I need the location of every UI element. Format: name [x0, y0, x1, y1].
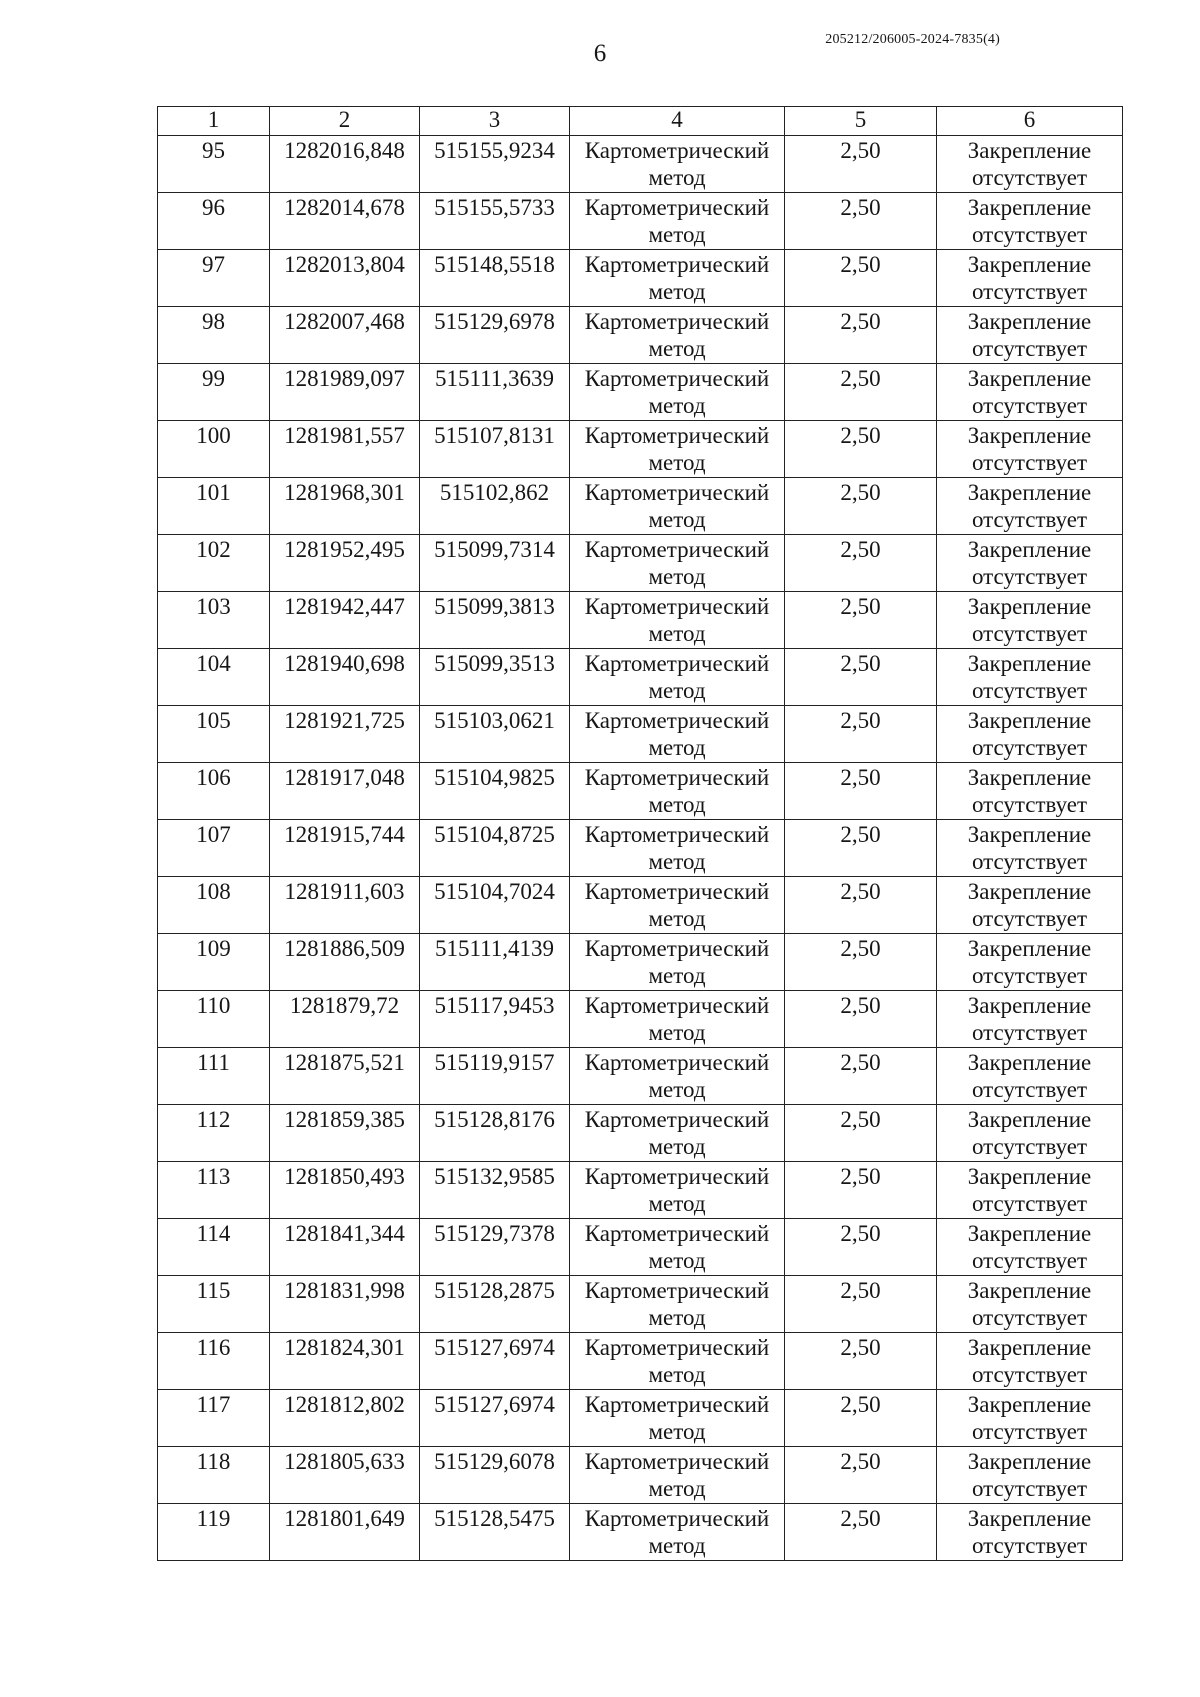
fixing-description-cell-line-2: отсутствует — [971, 507, 1088, 532]
table-row — [158, 1162, 1123, 1219]
fixing-description-cell-line-1: Закрепление — [967, 708, 1092, 733]
fixing-description-cell-line-1: Закрепление — [967, 1278, 1092, 1303]
accuracy-cell: 2,50 — [785, 421, 937, 478]
table-row — [158, 592, 1123, 649]
fixing-description-cell — [937, 193, 1123, 250]
fixing-description-cell-line-2: отсутствует — [971, 678, 1088, 703]
fixing-description-cell-line-2: отсутствует — [971, 336, 1088, 361]
table-row — [158, 1276, 1123, 1333]
accuracy-cell: 2,50 — [785, 820, 937, 877]
x-coordinate-cell: 1282014,678 — [270, 193, 420, 250]
method-cell-line-2: метод — [648, 906, 706, 931]
method-cell — [570, 820, 785, 877]
y-coordinate-cell: 515155,9234 — [420, 136, 570, 193]
accuracy-cell: 2,50 — [785, 1048, 937, 1105]
fixing-description-cell-line-2: отсутствует — [971, 1134, 1088, 1159]
table-row — [158, 364, 1123, 421]
x-coordinate-cell: 1281812,802 — [270, 1390, 420, 1447]
method-cell-line-2: метод — [648, 1305, 706, 1330]
table-row — [158, 193, 1123, 250]
method-cell-line-2: метод — [648, 849, 706, 874]
point-number-cell: 112 — [158, 1105, 270, 1162]
fixing-description-cell — [937, 649, 1123, 706]
point-number-cell: 100 — [158, 421, 270, 478]
method-cell — [570, 250, 785, 307]
point-number-cell: 113 — [158, 1162, 270, 1219]
table-row — [158, 1390, 1123, 1447]
table-row — [158, 1048, 1123, 1105]
y-coordinate-cell: 515129,6078 — [420, 1447, 570, 1504]
method-cell-line-2: метод — [648, 393, 706, 418]
x-coordinate-cell: 1281886,509 — [270, 934, 420, 991]
point-number-cell: 118 — [158, 1447, 270, 1504]
y-coordinate-cell: 515111,3639 — [420, 364, 570, 421]
method-cell-line-2: метод — [648, 1476, 706, 1501]
method-cell — [570, 1390, 785, 1447]
accuracy-cell: 2,50 — [785, 649, 937, 706]
y-coordinate-cell: 515099,3513 — [420, 649, 570, 706]
method-cell-line-2: метод — [648, 1134, 706, 1159]
fixing-description-cell — [937, 592, 1123, 649]
point-number-cell: 98 — [158, 307, 270, 364]
method-cell-line-2: метод — [648, 1077, 706, 1102]
table-row — [158, 706, 1123, 763]
fixing-description-cell-line-2: отсутствует — [971, 1020, 1088, 1045]
y-coordinate-cell: 515104,9825 — [420, 763, 570, 820]
method-cell — [570, 535, 785, 592]
method-cell — [570, 934, 785, 991]
method-cell-line-2: метод — [648, 450, 706, 475]
accuracy-cell: 2,50 — [785, 307, 937, 364]
accuracy-cell: 2,50 — [785, 364, 937, 421]
fixing-description-cell-line-1: Закрепление — [967, 822, 1092, 847]
fixing-description-cell-line-1: Закрепление — [967, 195, 1092, 220]
table-body — [158, 136, 1123, 1561]
method-cell — [570, 364, 785, 421]
table-row — [158, 307, 1123, 364]
method-cell — [570, 1333, 785, 1390]
method-cell-line-2: метод — [648, 1362, 706, 1387]
fixing-description-cell-line-2: отсутствует — [971, 849, 1088, 874]
fixing-description-cell-line-1: Закрепление — [967, 1050, 1092, 1075]
table-row — [158, 820, 1123, 877]
point-number-cell: 115 — [158, 1276, 270, 1333]
method-cell — [570, 1447, 785, 1504]
method-cell-line-1: Картометрический — [584, 309, 770, 334]
fixing-description-cell-line-2: отсутствует — [971, 1362, 1088, 1387]
method-cell-line-1: Картометрический — [584, 1107, 770, 1132]
accuracy-cell: 2,50 — [785, 991, 937, 1048]
fixing-description-cell — [937, 535, 1123, 592]
fixing-description-cell-line-1: Закрепление — [967, 480, 1092, 505]
method-cell-line-2: метод — [648, 963, 706, 988]
fixing-description-cell — [937, 250, 1123, 307]
fixing-description-cell-line-1: Закрепление — [967, 1221, 1092, 1246]
method-cell-line-1: Картометрический — [584, 1221, 770, 1246]
point-number-cell: 110 — [158, 991, 270, 1048]
method-cell — [570, 1219, 785, 1276]
method-cell — [570, 763, 785, 820]
fixing-description-cell — [937, 1105, 1123, 1162]
method-cell-line-1: Картометрический — [584, 993, 770, 1018]
method-cell-line-1: Картометрический — [584, 423, 770, 448]
fixing-description-cell-line-2: отсутствует — [971, 621, 1088, 646]
method-cell-line-1: Картометрический — [584, 366, 770, 391]
fixing-description-cell-line-2: отсутствует — [971, 1476, 1088, 1501]
x-coordinate-cell: 1281952,495 — [270, 535, 420, 592]
fixing-description-cell-line-2: отсутствует — [971, 393, 1088, 418]
fixing-description-cell-line-1: Закрепление — [967, 651, 1092, 676]
method-cell-line-2: метод — [648, 222, 706, 247]
method-cell-line-2: метод — [648, 735, 706, 760]
fixing-description-cell-line-1: Закрепление — [967, 1335, 1092, 1360]
method-cell-line-1: Картометрический — [584, 594, 770, 619]
x-coordinate-cell: 1281805,633 — [270, 1447, 420, 1504]
accuracy-cell: 2,50 — [785, 934, 937, 991]
table-row — [158, 1447, 1123, 1504]
point-number-cell: 119 — [158, 1504, 270, 1561]
table-row — [158, 1504, 1123, 1561]
method-cell — [570, 1048, 785, 1105]
point-number-cell: 101 — [158, 478, 270, 535]
table-row — [158, 250, 1123, 307]
fixing-description-cell — [937, 1390, 1123, 1447]
accuracy-cell: 2,50 — [785, 535, 937, 592]
method-cell-line-2: метод — [648, 1419, 706, 1444]
fixing-description-cell — [937, 1447, 1123, 1504]
column-header-2: 2 — [270, 107, 420, 136]
accuracy-cell: 2,50 — [785, 250, 937, 307]
x-coordinate-cell: 1282007,468 — [270, 307, 420, 364]
x-coordinate-cell: 1281942,447 — [270, 592, 420, 649]
column-header-5: 5 — [785, 107, 937, 136]
fixing-description-cell-line-1: Закрепление — [967, 594, 1092, 619]
fixing-description-cell-line-2: отсутствует — [971, 1077, 1088, 1102]
x-coordinate-cell: 1282013,804 — [270, 250, 420, 307]
method-cell-line-2: метод — [648, 1533, 706, 1558]
method-cell-line-2: метод — [648, 1020, 706, 1045]
method-cell-line-2: метод — [648, 1248, 706, 1273]
document-number: 205212/206005-2024-7835(4) — [825, 32, 1000, 47]
point-number-cell: 105 — [158, 706, 270, 763]
accuracy-cell: 2,50 — [785, 1447, 937, 1504]
method-cell-line-2: метод — [648, 792, 706, 817]
method-cell — [570, 421, 785, 478]
method-cell-line-1: Картометрический — [584, 708, 770, 733]
table-row — [158, 991, 1123, 1048]
method-cell — [570, 1276, 785, 1333]
y-coordinate-cell: 515102,862 — [420, 478, 570, 535]
method-cell-line-1: Картометрический — [584, 138, 770, 163]
method-cell — [570, 991, 785, 1048]
accuracy-cell: 2,50 — [785, 1333, 937, 1390]
table-row — [158, 763, 1123, 820]
method-cell-line-2: метод — [648, 336, 706, 361]
point-number-cell: 102 — [158, 535, 270, 592]
fixing-description-cell-line-2: отсутствует — [971, 1305, 1088, 1330]
x-coordinate-cell: 1281968,301 — [270, 478, 420, 535]
x-coordinate-cell: 1281831,998 — [270, 1276, 420, 1333]
accuracy-cell: 2,50 — [785, 1219, 937, 1276]
point-number-cell: 116 — [158, 1333, 270, 1390]
method-cell — [570, 649, 785, 706]
method-cell-line-1: Картометрический — [584, 1449, 770, 1474]
fixing-description-cell-line-1: Закрепление — [967, 1392, 1092, 1417]
point-number-cell: 108 — [158, 877, 270, 934]
fixing-description-cell-line-2: отсутствует — [971, 792, 1088, 817]
accuracy-cell: 2,50 — [785, 1276, 937, 1333]
y-coordinate-cell: 515129,7378 — [420, 1219, 570, 1276]
method-cell-line-1: Картометрический — [584, 252, 770, 277]
method-cell-line-1: Картометрический — [584, 1050, 770, 1075]
y-coordinate-cell: 515117,9453 — [420, 991, 570, 1048]
point-number-cell: 97 — [158, 250, 270, 307]
method-cell-line-2: метод — [648, 678, 706, 703]
fixing-description-cell — [937, 1276, 1123, 1333]
method-cell — [570, 706, 785, 763]
fixing-description-cell-line-2: отсутствует — [971, 1533, 1088, 1558]
method-cell-line-1: Картометрический — [584, 822, 770, 847]
fixing-description-cell — [937, 877, 1123, 934]
accuracy-cell: 2,50 — [785, 763, 937, 820]
table-row — [158, 649, 1123, 706]
fixing-description-cell — [937, 1048, 1123, 1105]
point-number-cell: 95 — [158, 136, 270, 193]
method-cell — [570, 307, 785, 364]
accuracy-cell: 2,50 — [785, 1504, 937, 1561]
method-cell-line-2: метод — [648, 507, 706, 532]
method-cell — [570, 1105, 785, 1162]
point-number-cell: 103 — [158, 592, 270, 649]
fixing-description-cell-line-2: отсутствует — [971, 735, 1088, 760]
method-cell-line-1: Картометрический — [584, 879, 770, 904]
fixing-description-cell-line-1: Закрепление — [967, 1164, 1092, 1189]
x-coordinate-cell: 1281940,698 — [270, 649, 420, 706]
accuracy-cell: 2,50 — [785, 478, 937, 535]
table-row — [158, 934, 1123, 991]
fixing-description-cell-line-2: отсутствует — [971, 222, 1088, 247]
x-coordinate-cell: 1281859,385 — [270, 1105, 420, 1162]
point-number-cell: 107 — [158, 820, 270, 877]
column-header-1: 1 — [158, 107, 270, 136]
method-cell — [570, 1504, 785, 1561]
point-number-cell: 111 — [158, 1048, 270, 1105]
point-number-cell: 109 — [158, 934, 270, 991]
fixing-description-cell — [937, 421, 1123, 478]
y-coordinate-cell: 515103,0621 — [420, 706, 570, 763]
fixing-description-cell — [937, 820, 1123, 877]
fixing-description-cell-line-1: Закрепление — [967, 1107, 1092, 1132]
table-row — [158, 1219, 1123, 1276]
fixing-description-cell-line-1: Закрепление — [967, 765, 1092, 790]
fixing-description-cell-line-1: Закрепление — [967, 879, 1092, 904]
accuracy-cell: 2,50 — [785, 136, 937, 193]
fixing-description-cell — [937, 934, 1123, 991]
method-cell-line-1: Картометрический — [584, 765, 770, 790]
fixing-description-cell-line-1: Закрепление — [967, 936, 1092, 961]
y-coordinate-cell: 515111,4139 — [420, 934, 570, 991]
method-cell-line-1: Картометрический — [584, 480, 770, 505]
fixing-description-cell-line-2: отсутствует — [971, 906, 1088, 931]
x-coordinate-cell: 1281981,557 — [270, 421, 420, 478]
y-coordinate-cell: 515127,6974 — [420, 1333, 570, 1390]
fixing-description-cell — [937, 1219, 1123, 1276]
fixing-description-cell-line-2: отсутствует — [971, 1191, 1088, 1216]
y-coordinate-cell: 515129,6978 — [420, 307, 570, 364]
method-cell-line-1: Картометрический — [584, 1335, 770, 1360]
point-number-cell: 106 — [158, 763, 270, 820]
x-coordinate-cell: 1281841,344 — [270, 1219, 420, 1276]
x-coordinate-cell: 1281989,097 — [270, 364, 420, 421]
method-cell-line-2: метод — [648, 165, 706, 190]
fixing-description-cell-line-1: Закрепление — [967, 993, 1092, 1018]
method-cell-line-2: метод — [648, 621, 706, 646]
method-cell-line-1: Картометрический — [584, 1164, 770, 1189]
y-coordinate-cell: 515132,9585 — [420, 1162, 570, 1219]
y-coordinate-cell: 515155,5733 — [420, 193, 570, 250]
fixing-description-cell-line-2: отсутствует — [971, 450, 1088, 475]
method-cell-line-1: Картометрический — [584, 1278, 770, 1303]
fixing-description-cell — [937, 1162, 1123, 1219]
method-cell — [570, 136, 785, 193]
table-row — [158, 877, 1123, 934]
x-coordinate-cell: 1281921,725 — [270, 706, 420, 763]
fixing-description-cell — [937, 478, 1123, 535]
y-coordinate-cell: 515148,5518 — [420, 250, 570, 307]
method-cell-line-2: метод — [648, 564, 706, 589]
fixing-description-cell — [937, 364, 1123, 421]
method-cell — [570, 592, 785, 649]
y-coordinate-cell: 515104,8725 — [420, 820, 570, 877]
fixing-description-cell — [937, 136, 1123, 193]
fixing-description-cell — [937, 1333, 1123, 1390]
y-coordinate-cell: 515128,2875 — [420, 1276, 570, 1333]
method-cell-line-1: Картометрический — [584, 1506, 770, 1531]
y-coordinate-cell: 515107,8131 — [420, 421, 570, 478]
fixing-description-cell — [937, 763, 1123, 820]
y-coordinate-cell: 515104,7024 — [420, 877, 570, 934]
table-row — [158, 478, 1123, 535]
method-cell-line-1: Картометрический — [584, 651, 770, 676]
accuracy-cell: 2,50 — [785, 877, 937, 934]
y-coordinate-cell: 515128,8176 — [420, 1105, 570, 1162]
method-cell-line-2: метод — [648, 1191, 706, 1216]
y-coordinate-cell: 515099,7314 — [420, 535, 570, 592]
accuracy-cell: 2,50 — [785, 1162, 937, 1219]
fixing-description-cell-line-2: отсутствует — [971, 963, 1088, 988]
y-coordinate-cell: 515127,6974 — [420, 1390, 570, 1447]
accuracy-cell: 2,50 — [785, 592, 937, 649]
fixing-description-cell-line-1: Закрепление — [967, 1449, 1092, 1474]
x-coordinate-cell: 1281801,649 — [270, 1504, 420, 1561]
fixing-description-cell-line-1: Закрепление — [967, 1506, 1092, 1531]
table-row — [158, 421, 1123, 478]
y-coordinate-cell: 515099,3813 — [420, 592, 570, 649]
column-header-6: 6 — [937, 107, 1123, 136]
x-coordinate-cell: 1281850,493 — [270, 1162, 420, 1219]
fixing-description-cell — [937, 307, 1123, 364]
fixing-description-cell-line-1: Закрепление — [967, 138, 1092, 163]
accuracy-cell: 2,50 — [785, 193, 937, 250]
fixing-description-cell-line-2: отсутствует — [971, 1419, 1088, 1444]
accuracy-cell: 2,50 — [785, 706, 937, 763]
fixing-description-cell-line-2: отсутствует — [971, 564, 1088, 589]
x-coordinate-cell: 1281911,603 — [270, 877, 420, 934]
method-cell-line-1: Картометрический — [584, 537, 770, 562]
table-header-row — [158, 107, 1123, 136]
y-coordinate-cell: 515128,5475 — [420, 1504, 570, 1561]
method-cell — [570, 193, 785, 250]
table-header — [158, 107, 1123, 136]
point-number-cell: 96 — [158, 193, 270, 250]
method-cell-line-1: Картометрический — [584, 936, 770, 961]
table-row — [158, 1105, 1123, 1162]
accuracy-cell: 2,50 — [785, 1105, 937, 1162]
fixing-description-cell-line-2: отсутствует — [971, 279, 1088, 304]
point-number-cell: 99 — [158, 364, 270, 421]
x-coordinate-cell: 1281917,048 — [270, 763, 420, 820]
method-cell — [570, 478, 785, 535]
point-number-cell: 114 — [158, 1219, 270, 1276]
method-cell-line-2: метод — [648, 279, 706, 304]
x-coordinate-cell: 1281915,744 — [270, 820, 420, 877]
fixing-description-cell — [937, 706, 1123, 763]
x-coordinate-cell: 1281824,301 — [270, 1333, 420, 1390]
x-coordinate-cell: 1281879,72 — [270, 991, 420, 1048]
point-number-cell: 104 — [158, 649, 270, 706]
fixing-description-cell — [937, 1504, 1123, 1561]
fixing-description-cell-line-1: Закрепление — [967, 309, 1092, 334]
method-cell — [570, 877, 785, 934]
point-number-cell: 117 — [158, 1390, 270, 1447]
fixing-description-cell-line-2: отсутствует — [971, 1248, 1088, 1273]
fixing-description-cell-line-1: Закрепление — [967, 252, 1092, 277]
method-cell-line-1: Картометрический — [584, 1392, 770, 1417]
method-cell-line-1: Картометрический — [584, 195, 770, 220]
table-row — [158, 136, 1123, 193]
x-coordinate-cell: 1282016,848 — [270, 136, 420, 193]
fixing-description-cell — [937, 991, 1123, 1048]
fixing-description-cell-line-1: Закрепление — [967, 423, 1092, 448]
fixing-description-cell-line-1: Закрепление — [967, 537, 1092, 562]
column-header-4: 4 — [570, 107, 785, 136]
fixing-description-cell-line-2: отсутствует — [971, 165, 1088, 190]
method-cell — [570, 1162, 785, 1219]
x-coordinate-cell: 1281875,521 — [270, 1048, 420, 1105]
table-row — [158, 535, 1123, 592]
page-number: 6 — [593, 40, 607, 67]
column-header-3: 3 — [420, 107, 570, 136]
table-row — [158, 1333, 1123, 1390]
coordinates-table — [157, 106, 1123, 1561]
fixing-description-cell-line-1: Закрепление — [967, 366, 1092, 391]
accuracy-cell: 2,50 — [785, 1390, 937, 1447]
y-coordinate-cell: 515119,9157 — [420, 1048, 570, 1105]
